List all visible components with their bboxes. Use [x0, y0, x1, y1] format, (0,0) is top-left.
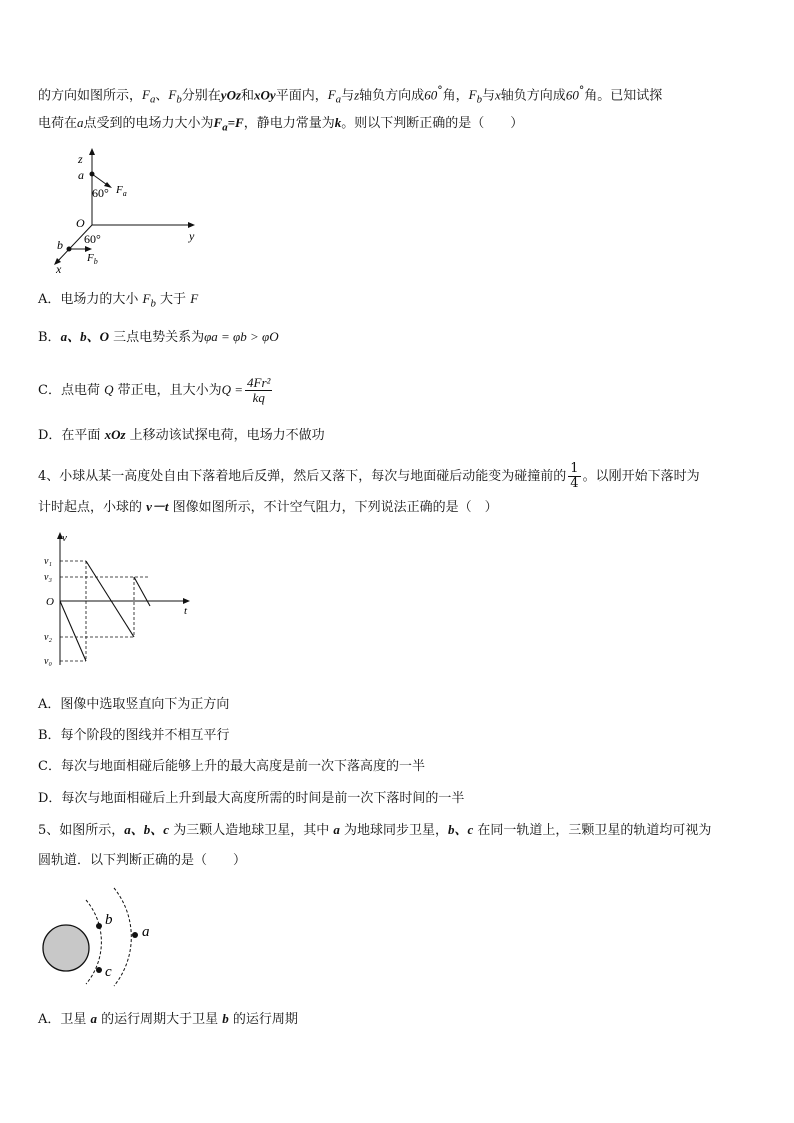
q5-stem-line-1: 5、如图所示，a、b、c 为三颗人造地球卫星，其中 a 为地球同步卫星，b、c 在同一轨道上，三颗卫星的轨道均可视为: [38, 822, 712, 838]
label-v0: v₀: [44, 656, 52, 667]
label-a: a: [142, 924, 150, 940]
q5-orbit-figure: [38, 880, 168, 990]
label-origin: O: [76, 216, 85, 230]
label-a: a: [78, 168, 84, 182]
outer-orbit: [114, 888, 131, 986]
label-v1: v₁: [44, 556, 52, 567]
q3-stem-line-1: 的方向如图所示，$F_a$、$F_b$分别在yOz和xOy平面内，$F_a$与z轴负方向成60°角，$F_b$与x轴负方向成60°角。已知试探: [38, 84, 663, 106]
q4-stem-line-1: 4、小球从某一高度处自由下落着地后反弹，然后又落下，每次与地面碰后动能变为碰撞前的 $\frac{1}{4}$ 。以刚开始下落时为: [38, 461, 700, 491]
q4-option-c[interactable]: C．每次与地面相碰后能够上升的最大高度是前一次下落高度的一半: [38, 759, 425, 774]
energy-fraction: $\frac{1}{4}$: [570, 461, 579, 491]
force-a-symbol: $F_a$: [142, 87, 156, 106]
q3-option-b[interactable]: B．a、b、O 三点电势关系为φa = φb > φO: [38, 329, 279, 345]
label-y: y: [189, 229, 195, 243]
label-v2: v₂: [44, 632, 52, 643]
charge-fraction: $\frac{\text{4Fr²}}{kq}$: [247, 375, 271, 405]
label-angle-a: 60°: [92, 186, 109, 200]
force-b-symbol: $F_b$: [168, 87, 182, 106]
label-b: b: [57, 238, 63, 252]
label-z: z: [78, 152, 83, 166]
q3-option-a[interactable]: A．电场力的大小 $F_b$ 大于 F: [38, 291, 199, 310]
q3-axes-figure: [48, 145, 208, 275]
label-v: v: [62, 532, 67, 544]
q4-option-b[interactable]: B．每个阶段的图线并不相互平行: [38, 728, 230, 743]
q5-stem-line-2: 圆轨道．以下判断正确的是（ ）: [38, 853, 247, 868]
y-axis-arrow: [188, 222, 195, 228]
satellite-a: [132, 932, 138, 938]
label-fa: $F_a$: [116, 184, 127, 198]
label-t: t: [184, 605, 188, 617]
q4-option-a[interactable]: A．图像中选取竖直向下为正方向: [38, 697, 230, 712]
guide-lines: [60, 561, 150, 661]
label-x: x: [56, 262, 62, 275]
label-b: b: [105, 912, 113, 928]
q4-stem-line-2: 计时起点，小球的 v－t 图像如图所示，不计空气阻力，下列说法正确的是（ ）: [38, 499, 498, 515]
satellite-c: [96, 967, 102, 973]
q3-stem-line-2: 电荷在a点受到的电场力大小为$F_a=F$，静电力常量为k。则以下判断正确的是（ ）: [38, 115, 524, 134]
velocity-curve: [60, 561, 150, 661]
label-v3: v₃: [44, 572, 52, 583]
earth: [43, 925, 89, 971]
label-fb: $F_b$: [87, 252, 98, 266]
z-axis-arrow: [89, 148, 95, 155]
q3-option-d[interactable]: D．在平面 xOz 上移动该试探电荷，电场力不做功: [38, 427, 325, 443]
label-angle-b: 60°: [84, 232, 101, 246]
q4-vt-graph: [38, 530, 198, 670]
q3-option-c[interactable]: C．点电荷 Q 带正电，且大小为Q = $\frac{\text{4Fr²}}{kq}$: [38, 375, 271, 405]
label-origin: O: [46, 596, 54, 608]
q4-option-d[interactable]: D．每次与地面相碰后上升到最大高度所需的时间是前一次下落时间的一半: [38, 791, 465, 806]
label-c: c: [105, 964, 112, 980]
q5-option-a[interactable]: A．卫星 a 的运行周期大于卫星 b 的运行周期: [38, 1011, 298, 1027]
satellite-b: [96, 923, 102, 929]
